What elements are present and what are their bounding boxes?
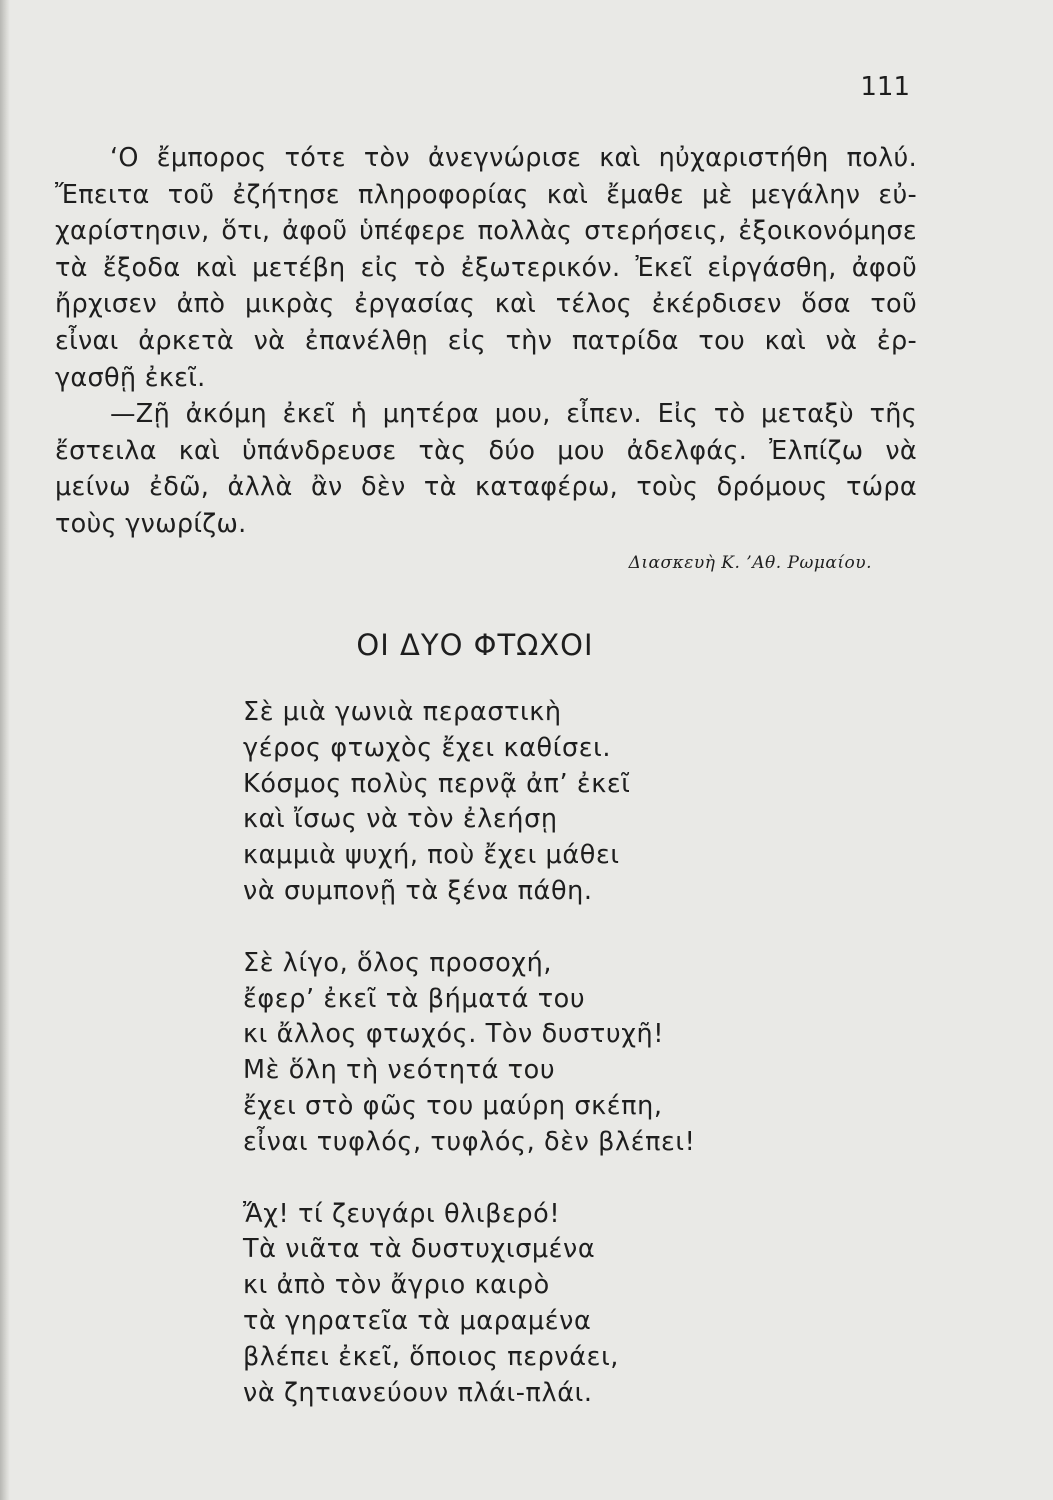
prose-line: γασθῇ ἐκεῖ. — [55, 362, 206, 393]
verse-line: Μὲ ὅλη τὴ νεότητά του — [243, 1055, 556, 1086]
verse-line: Τὰ νιᾶτα τὰ δυστυχισμένα — [243, 1234, 596, 1265]
prose-line: ‘Ο ἔμπορος τότε τὸν ἀνεγνώρισε καὶ ηὐχαριστήθη πολύ. — [110, 143, 917, 173]
verse-line: Σὲ μιὰ γωνιὰ περαστικὴ — [243, 697, 562, 727]
verse-line: ἔχει στὸ φῶς του μαύρη σκέπη, — [243, 1090, 663, 1121]
verse-line: νὰ συμπονῇ τὰ ξένα πάθη. — [243, 875, 593, 906]
verse-line: καμμιὰ ψυχή, ποὺ ἔχει μάθει — [243, 840, 620, 871]
verse-line: Σὲ λίγο, ὅλος προσοχή, — [243, 947, 553, 978]
verse-line: βλέπει ἐκεῖ, ὅποιος περνάει, — [243, 1341, 620, 1372]
stanza — [243, 946, 803, 1161]
verse-line: κι ἄλλος φτωχός. Τὸν δυστυχῆ! — [243, 1019, 665, 1050]
page-edge-shadow — [0, 0, 10, 1500]
prose-line: μείνω ἐδῶ, ἀλλὰ ἂν δὲν τὰ καταφέρω, τοὺς δρόμους τώρα — [55, 472, 917, 503]
page-number: 111 — [860, 72, 910, 102]
verse-line: εἶναι τυφλός, τυφλός, δὲν βλέπει! — [243, 1126, 696, 1157]
verse-line: Ἄχ! τί ζευγάρι θλιβερό! — [243, 1198, 561, 1229]
poem — [243, 695, 803, 1447]
adaptation-credit: Διασκευὴ Κ. ’Αθ. Ρωμαίου. — [628, 553, 872, 573]
verse-line: Κόσμος πολὺς περνᾷ ἀπ’ ἐκεῖ — [243, 768, 631, 799]
verse-line: κι ἀπὸ τὸν ἄγριο καιρὸ — [243, 1270, 550, 1301]
verse-line: ἔφερ’ ἐκεῖ τὰ βήματά του — [243, 983, 586, 1014]
prose-line: ἤρχισεν ἀπὸ μικρὰς ἐργασίας καὶ τέλος ἐκέρδισεν ὅσα τοῦ — [55, 289, 917, 320]
prose-line: ἔστειλα καὶ ὑπάνδρευσε τὰς δύο μου ἀδελφάς. Ἐλπίζω νὰ — [55, 435, 917, 466]
prose-line: Ἔπειτα τοῦ ἐζήτησε πληροφορίας καὶ ἔμαθε μὲ μεγάλην εὐ- — [55, 179, 917, 210]
verse-line: καὶ ἴσως νὰ τὸν ἐλεήσῃ — [243, 804, 558, 835]
prose-line: χαρίστησιν, ὅτι, ἀφοῦ ὑπέφερε πολλὰς στερήσεις, ἐξοικονόμησε — [55, 216, 917, 247]
prose-block — [55, 140, 917, 543]
prose-line: εἶναι ἀρκετὰ νὰ ἐπανέλθῃ εἰς τὴν πατρίδα του καὶ νὰ ἐρ- — [55, 325, 917, 356]
verse-line: τὰ γηρατεῖα τὰ μαραμένα — [243, 1305, 592, 1336]
stanza — [243, 1197, 803, 1412]
poem-title: ΟΙ ΔΥΟ ΦΤΩΧΟΙ — [356, 628, 594, 662]
prose-line: τὰ ἔξοδα καὶ μετέβη εἰς τὸ ἐξωτερικόν. Ἐκεῖ εἰργάσθη, ἀφοῦ — [55, 252, 917, 283]
prose-line: τοὺς γνωρίζω. — [55, 508, 247, 539]
verse-line: γέρος φτωχὸς ἔχει καθίσει. — [243, 732, 612, 763]
verse-line: νὰ ζητιανεύουν πλάι-πλάι. — [243, 1377, 593, 1408]
prose-line: —Ζῇ ἀκόμη ἐκεῖ ἡ μητέρα μου, εἶπεν. Εἰς τὸ μεταξὺ τῆς — [110, 399, 917, 430]
stanza — [243, 695, 803, 910]
